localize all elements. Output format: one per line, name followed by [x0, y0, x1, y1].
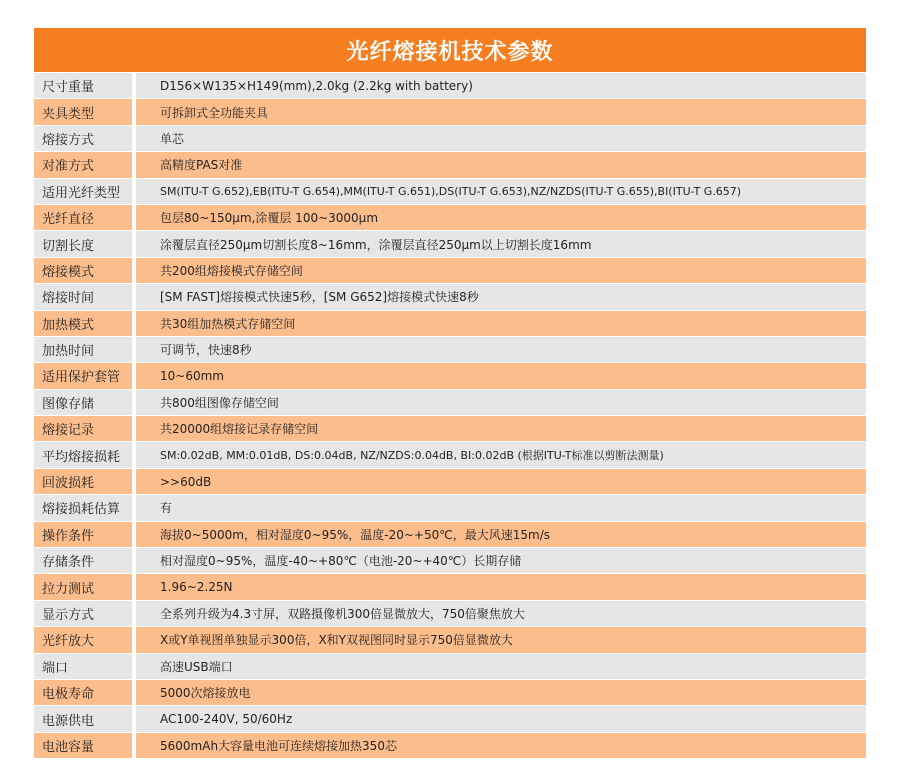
- row-label: 拉力测试: [34, 574, 132, 599]
- row-value: 可调节，快速8秒: [136, 337, 866, 362]
- row-value: 海拔0~5000m，相对湿度0~95%，温度-20~+50℃，最大风速15m/s: [136, 522, 866, 547]
- row-value: [SM FAST]熔接模式快速5秒，[SM G652]熔接模式快速8秒: [136, 284, 866, 309]
- row-value: SM(ITU-T G.652),EB(ITU-T G.654),MM(ITU-T G.651),DS(ITU-T G.653),NZ/NZDS(ITU-T G.655),BI(ITU-T G.657): [136, 179, 866, 204]
- row-label: 电源供电: [34, 706, 132, 731]
- row-value: 全系列升级为4.3寸屏，双路摄像机300倍显微放大，750倍聚焦放大: [136, 601, 866, 626]
- table-row: [34, 363, 866, 388]
- row-label: 熔接损耗估算: [34, 495, 132, 520]
- row-label: 加热模式: [34, 311, 132, 336]
- table-row: [34, 390, 866, 415]
- row-label: 平均熔接损耗: [34, 442, 132, 467]
- row-label: 回波损耗: [34, 469, 132, 494]
- table-row: [34, 680, 866, 705]
- table-row: [34, 231, 866, 256]
- row-label: 光纤直径: [34, 205, 132, 230]
- table-row: [34, 284, 866, 309]
- table-row: [34, 495, 866, 520]
- row-value: 共200组熔接模式存储空间: [136, 258, 866, 283]
- table-row: [34, 469, 866, 494]
- table-row: [34, 337, 866, 362]
- table-row: [34, 706, 866, 731]
- row-label: 加热时间: [34, 337, 132, 362]
- row-label: 切割长度: [34, 231, 132, 256]
- row-value: 10~60mm: [136, 363, 866, 388]
- sheet-title: 光纤熔接机技术参数: [34, 28, 866, 72]
- table-row: [34, 654, 866, 679]
- row-label: 显示方式: [34, 601, 132, 626]
- row-label: 存储条件: [34, 548, 132, 573]
- row-value: 包层80~150μm,涂覆层 100~3000μm: [136, 205, 866, 230]
- row-value: 高速USB端口: [136, 654, 866, 679]
- table-row: [34, 574, 866, 599]
- table-row: [34, 179, 866, 204]
- row-value: AC100-240V, 50/60Hz: [136, 706, 866, 731]
- row-value: >>60dB: [136, 469, 866, 494]
- table-row: [34, 99, 866, 124]
- table-row: [34, 311, 866, 336]
- table-row: [34, 548, 866, 573]
- spec-sheet: [34, 28, 866, 758]
- row-value: 5000次熔接放电: [136, 680, 866, 705]
- row-label: 熔接方式: [34, 126, 132, 151]
- row-value: 共20000组熔接记录存储空间: [136, 416, 866, 441]
- row-label: 熔接时间: [34, 284, 132, 309]
- row-value: 相对湿度0~95%，温度-40~+80℃（电池-20~+40℃）长期存储: [136, 548, 866, 573]
- table-row: [34, 733, 866, 758]
- row-label: 熔接记录: [34, 416, 132, 441]
- row-label: 操作条件: [34, 522, 132, 547]
- row-label: 夹具类型: [34, 99, 132, 124]
- row-value: 涂覆层直径250μm切割长度8~16mm，涂覆层直径250μm以上切割长度16mm: [136, 231, 866, 256]
- row-label: 对准方式: [34, 152, 132, 177]
- table-row: [34, 73, 866, 98]
- table-row: [34, 522, 866, 547]
- spec-table: [34, 72, 866, 758]
- row-value: 5600mAh大容量电池可连续熔接加热350芯: [136, 733, 866, 758]
- row-value: 可拆卸式全功能夹具: [136, 99, 866, 124]
- row-label: 适用光纤类型: [34, 179, 132, 204]
- row-label: 图像存储: [34, 390, 132, 415]
- row-value: SM:0.02dB, MM:0.01dB, DS:0.04dB, NZ/NZDS:0.04dB, BI:0.02dB (根据ITU-T标准以剪断法测量): [136, 442, 866, 467]
- row-label: 光纤放大: [34, 627, 132, 652]
- row-label: 电极寿命: [34, 680, 132, 705]
- row-label: 尺寸重量: [34, 73, 132, 98]
- table-row: [34, 601, 866, 626]
- row-value: D156×W135×H149(mm),2.0kg (2.2kg with battery): [136, 73, 866, 98]
- table-row: [34, 627, 866, 652]
- table-row: [34, 258, 866, 283]
- row-value: 高精度PAS对准: [136, 152, 866, 177]
- row-value: X或Y单视图单独显示300倍，X和Y双视图同时显示750倍显微放大: [136, 627, 866, 652]
- row-label: 适用保护套管: [34, 363, 132, 388]
- table-row: [34, 205, 866, 230]
- row-label: 熔接模式: [34, 258, 132, 283]
- row-value: 共800组图像存储空间: [136, 390, 866, 415]
- row-label: 端口: [34, 654, 132, 679]
- table-row: [34, 442, 866, 467]
- row-label: 电池容量: [34, 733, 132, 758]
- row-value: 有: [136, 495, 866, 520]
- row-value: 共30组加热模式存储空间: [136, 311, 866, 336]
- row-value: 单芯: [136, 126, 866, 151]
- row-value: 1.96~2.25N: [136, 574, 866, 599]
- table-row: [34, 152, 866, 177]
- table-row: [34, 416, 866, 441]
- table-row: [34, 126, 866, 151]
